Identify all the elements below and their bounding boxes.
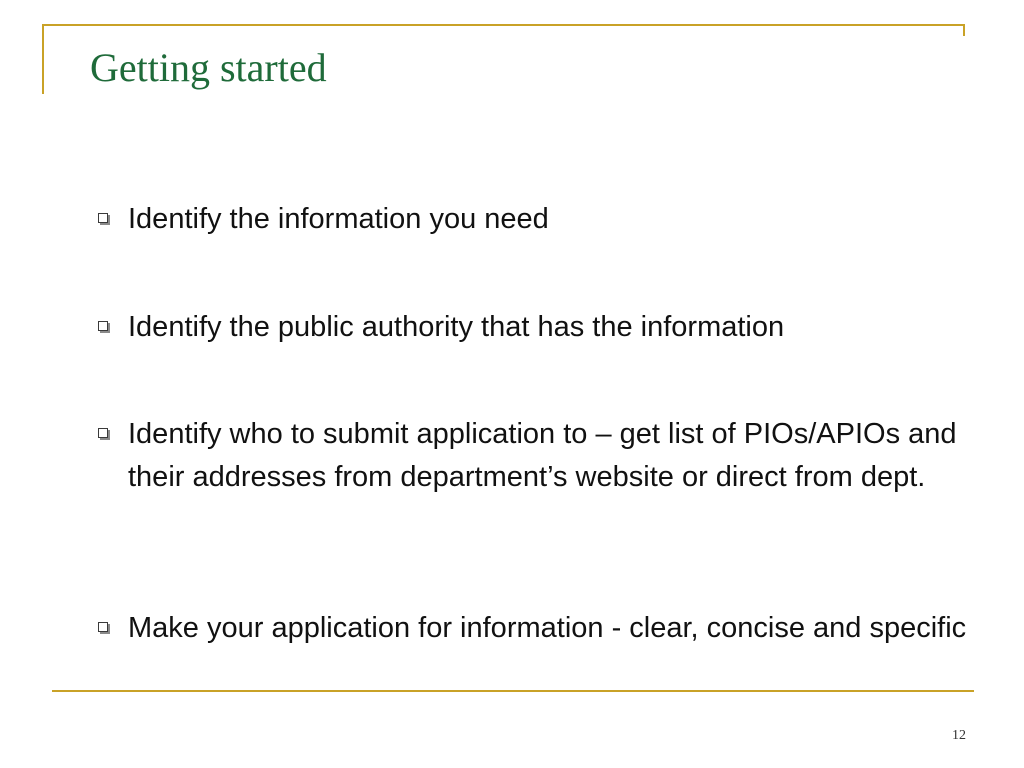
- bullet-text: Identify the information you need: [128, 203, 549, 235]
- square-bullet-icon: [98, 213, 108, 223]
- bullet-text: Make your application for information - clear, concise and specific: [128, 612, 967, 644]
- footer-rule: [52, 690, 974, 692]
- square-bullet-icon: [98, 321, 108, 331]
- bullet-text: Identify the public authority that has the information: [128, 311, 785, 343]
- slide-title: Getting started: [90, 45, 327, 90]
- square-bullet-icon: [98, 622, 108, 632]
- square-bullet-icon: [98, 428, 108, 438]
- page-number: 12: [952, 728, 966, 743]
- bullet-text: Identify who to submit application to – get list of PIOs/APIOs and their addresses from department’s website or direct from dept.: [128, 418, 957, 493]
